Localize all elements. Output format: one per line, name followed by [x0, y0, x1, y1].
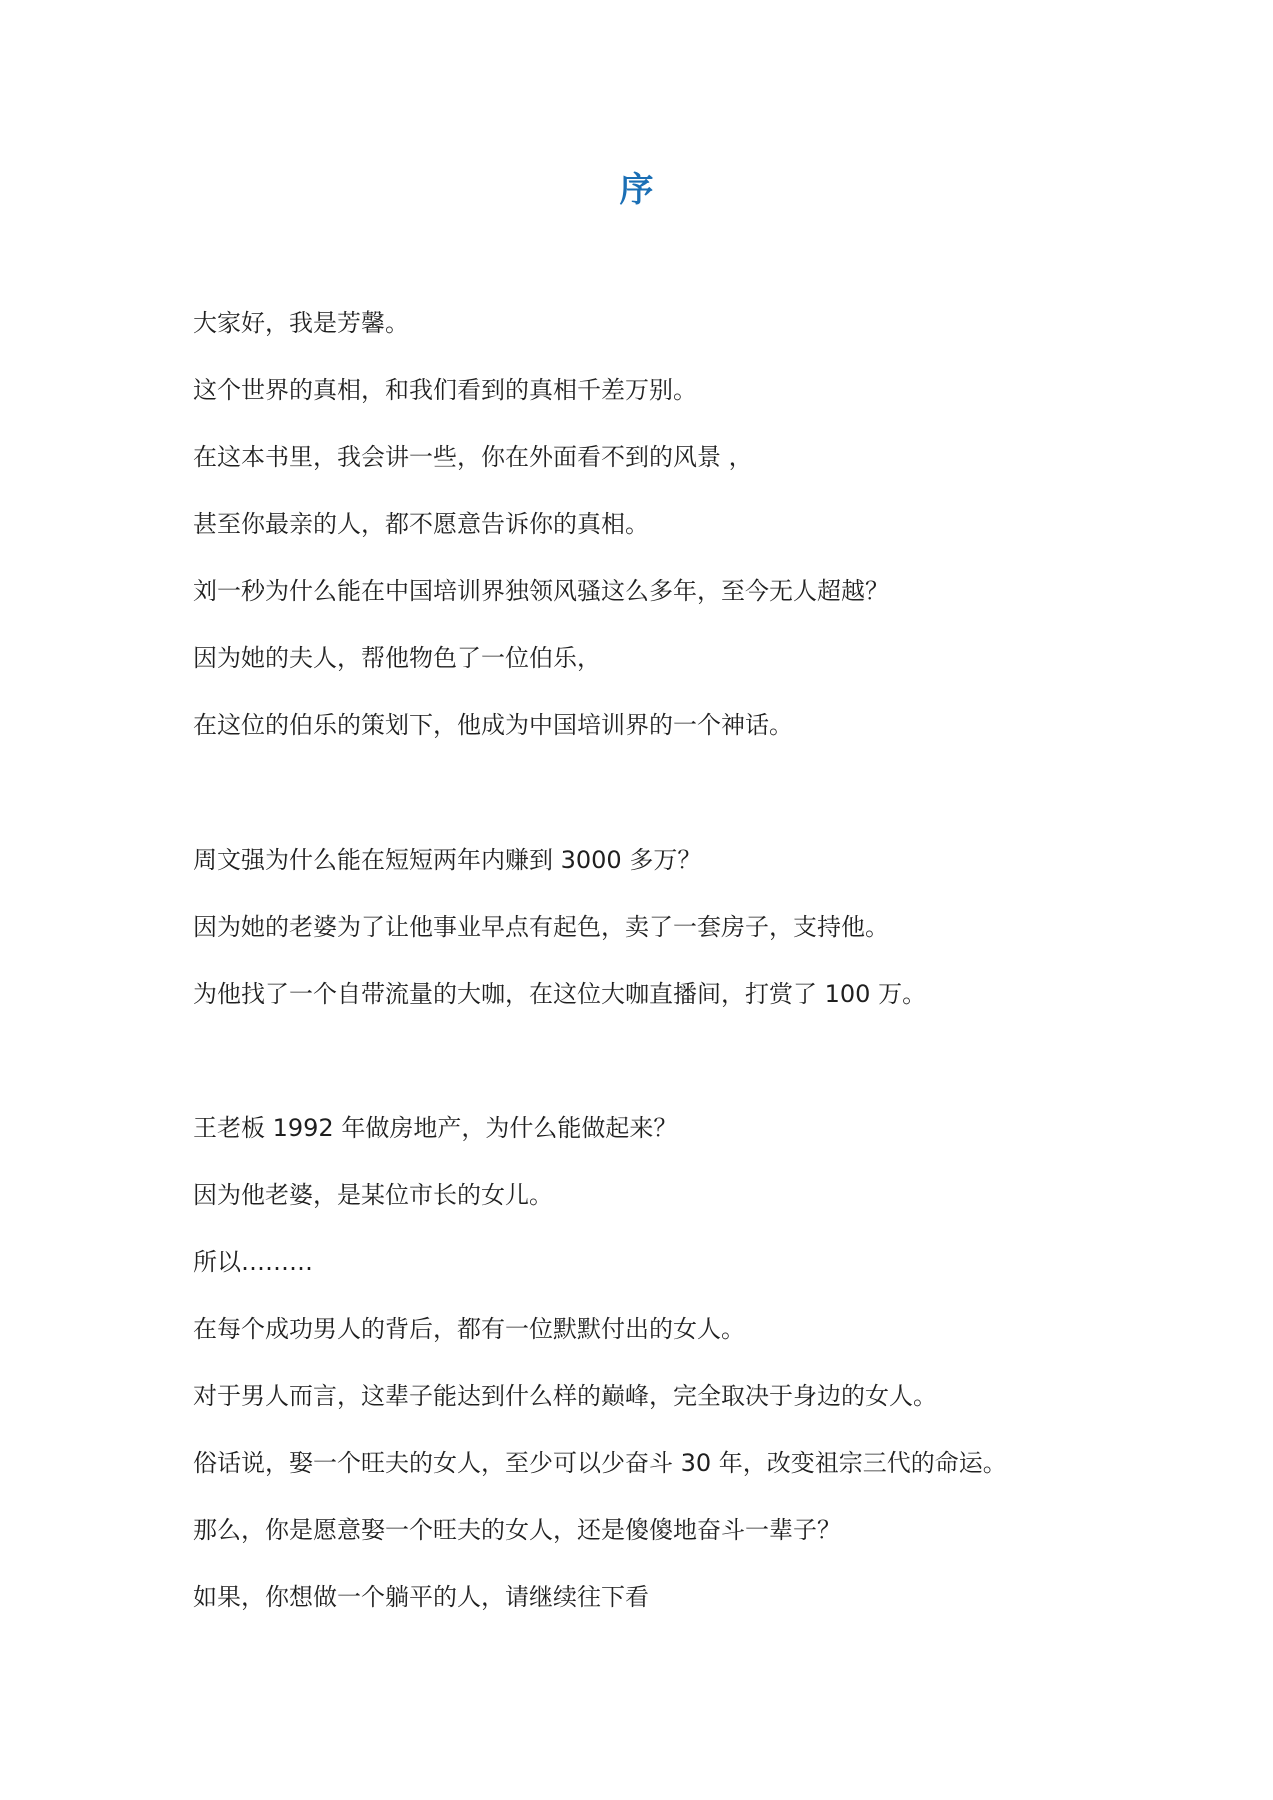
paragraph-line: 为他找了一个自带流量的大咖，在这位大咖直播间，打赏了 100 万。	[193, 980, 927, 1008]
paragraph-line: 如果，你想做一个躺平的人，请继续往下看	[193, 1583, 649, 1611]
paragraph-line: 因为她的老婆为了让他事业早点有起色，卖了一套房子，支持他。	[193, 913, 889, 941]
paragraph-line: 对于男人而言，这辈子能达到什么样的巅峰，完全取决于身边的女人。	[193, 1382, 937, 1410]
paragraph-line: 大家好，我是芳馨。	[193, 309, 409, 337]
paragraph-line: 因为他老婆，是某位市长的女儿。	[193, 1181, 553, 1209]
paragraph-line: 周文强为什么能在短短两年内赚到 3000 多万？	[193, 846, 702, 874]
paragraph-line: 刘一秒为什么能在中国培训界独领风骚这么多年，至今无人超越？	[193, 577, 889, 605]
paragraph-line: 俗话说，娶一个旺夫的女人，至少可以少奋斗 30 年，改变祖宗三代的命运。	[193, 1449, 1007, 1477]
page-title: 序	[619, 170, 654, 210]
paragraph-line: 那么，你是愿意娶一个旺夫的女人，还是傻傻地奋斗一辈子？	[193, 1516, 841, 1544]
paragraph-line: 王老板 1992 年做房地产，为什么能做起来？	[193, 1114, 678, 1142]
paragraph-line: 甚至你最亲的人，都不愿意告诉你的真相。	[193, 510, 649, 538]
paragraph-line: 在这位的伯乐的策划下，他成为中国培训界的一个神话。	[193, 711, 793, 739]
paragraph-line: 在这本书里，我会讲一些，你在外面看不到的风景 ，	[193, 443, 753, 471]
paragraph-line: 所以………	[193, 1248, 313, 1276]
paragraph-line: 在每个成功男人的背后，都有一位默默付出的女人。	[193, 1315, 745, 1343]
paragraph-line: 这个世界的真相，和我们看到的真相千差万别。	[193, 376, 697, 404]
paragraph-line: 因为她的夫人，帮他物色了一位伯乐，	[193, 644, 601, 672]
